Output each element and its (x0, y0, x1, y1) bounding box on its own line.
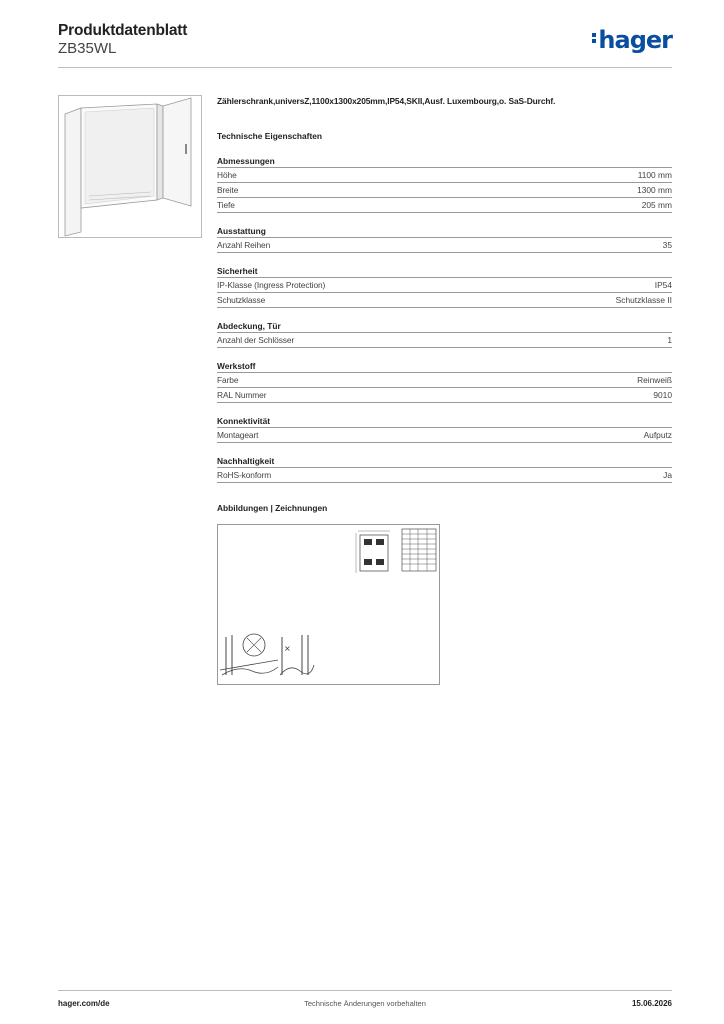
section-title: Nachhaltigkeit (217, 456, 672, 468)
row-value: 1300 mm (637, 185, 672, 195)
row-value: IP54 (654, 280, 672, 290)
table-row (217, 333, 672, 348)
logo-dots-icon (592, 31, 597, 45)
section-title: Sicherheit (217, 266, 672, 278)
table-row (217, 468, 672, 483)
row-value: 35 (662, 240, 672, 250)
footer-note: Technische Änderungen vorbehalten (304, 999, 426, 1008)
product-code: ZB35WL (58, 40, 117, 57)
row-value: Schutzklasse II (615, 295, 672, 305)
table-row (217, 428, 672, 443)
row-label: Schutzklasse (217, 295, 266, 305)
row-label: Anzahl der Schlösser (217, 335, 295, 345)
row-label: Farbe (217, 375, 239, 385)
row-label: RAL Nummer (217, 390, 267, 400)
section-sicherheit (217, 266, 672, 308)
table-row (217, 373, 672, 388)
row-value: 1100 mm (637, 170, 672, 180)
table-row (217, 388, 672, 403)
row-value: Ja (663, 470, 672, 480)
drawings-panel (217, 524, 440, 685)
section-title: Werkstoff (217, 361, 672, 373)
section-title: Konnektivität (217, 416, 672, 428)
section-ausstattung (217, 226, 672, 253)
footer-date: 15.06.2026 (631, 999, 672, 1008)
table-row (217, 293, 672, 308)
section-title: Abdeckung, Tür (217, 321, 672, 333)
row-label: Anzahl Reihen (217, 240, 271, 250)
section-title: Ausstattung (217, 226, 672, 238)
section-title: Abmessungen (217, 156, 672, 168)
page-header (58, 20, 672, 68)
footer-website: hager.com/de (58, 999, 110, 1008)
row-label: Breite (217, 185, 239, 195)
row-value: 1 (667, 335, 672, 345)
row-label: RoHS-konform (217, 470, 272, 480)
svg-text:·: · (145, 204, 147, 209)
section-werkstoff (217, 361, 672, 403)
cabinet-open-icon (59, 96, 201, 237)
product-description: Zählerschrank,universZ,1100x1300x205mm,IP54,SKII,Ausf. Luxembourg,o. SaS-Durchf. (217, 96, 556, 106)
technical-heading: Technische Eigenschaften (217, 131, 323, 141)
row-label: Montageart (217, 430, 259, 440)
table-row (217, 278, 672, 293)
technical-drawing-icon (218, 525, 439, 684)
table-row (217, 238, 672, 253)
row-value: 205 mm (641, 200, 672, 210)
svg-text:×: × (284, 644, 291, 653)
figures-heading: Abbildungen | Zeichnungen (217, 503, 328, 513)
section-abdeckung (217, 321, 672, 348)
section-konnektivitaet (217, 416, 672, 443)
product-image (58, 95, 202, 238)
page-title: Produktdatenblatt (58, 22, 188, 39)
table-row (217, 183, 672, 198)
row-label: Höhe (217, 170, 237, 180)
table-row (217, 198, 672, 213)
row-value: Aufputz (643, 430, 672, 440)
row-label: Tiefe (217, 200, 235, 210)
section-abmessungen (217, 156, 672, 213)
section-nachhaltigkeit (217, 456, 672, 483)
logo-text: hager (598, 26, 672, 54)
hager-logo (592, 26, 672, 54)
page-footer (58, 990, 672, 1010)
product-details (217, 95, 672, 685)
table-row (217, 168, 672, 183)
row-value: 9010 (653, 390, 672, 400)
row-value: Reinweiß (637, 375, 672, 385)
row-label: IP-Klasse (Ingress Protection) (217, 280, 326, 290)
